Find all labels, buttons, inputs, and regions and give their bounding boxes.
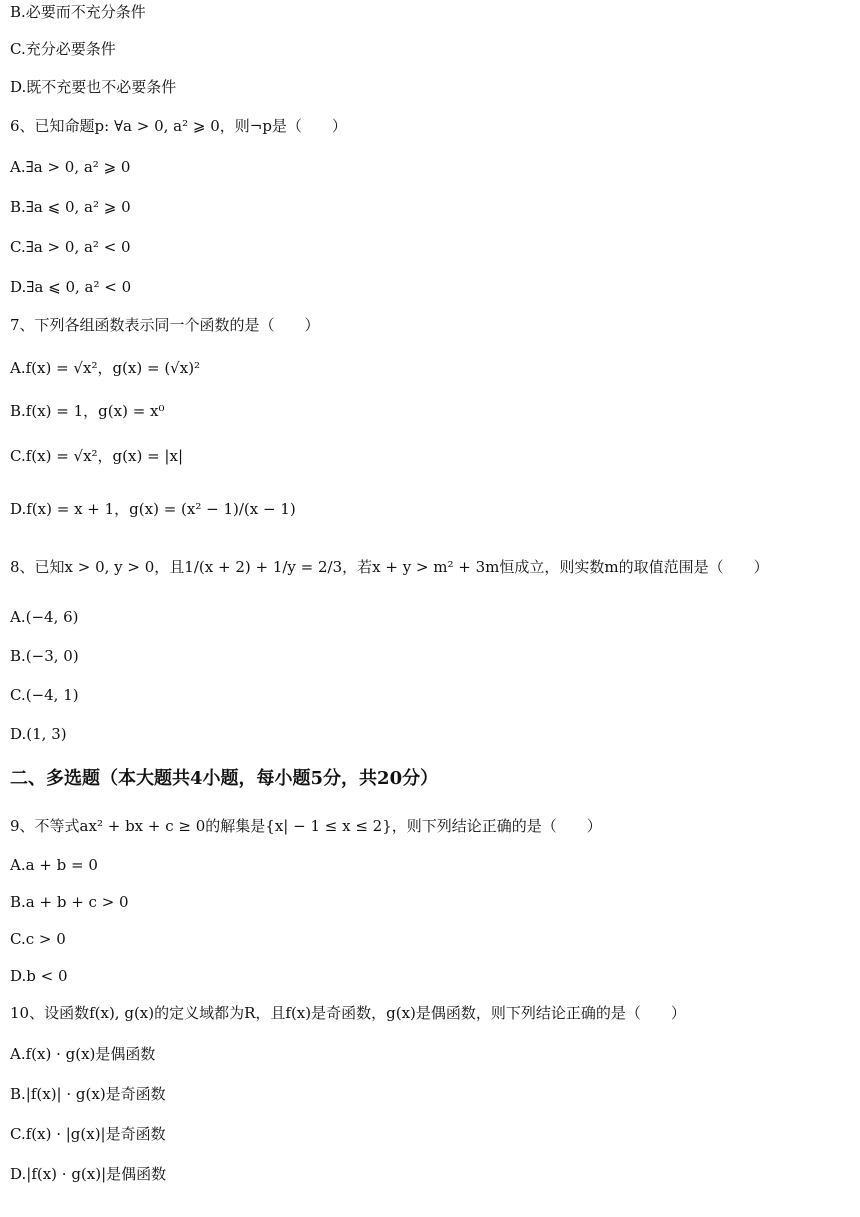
question-line-q7-a: A.f(x) = √x²，g(x) = (√x)² [10,359,201,377]
question-line-q8: 8、已知x > 0, y > 0，且1/(x + 2) + 1/y = 2/3，若x + y > m² + 3m恒成立，则实数m的取值范围是（ ） [10,558,769,576]
question-line-q9-a: A.a + b = 0 [10,856,98,874]
question-line-q8-d: D.(1, 3) [10,725,67,743]
question-line-q6-c: C.∃a > 0, a² < 0 [10,238,131,256]
question-line-q9-c: C.c > 0 [10,930,66,948]
question-line-q8-b: B.(−3, 0) [10,647,79,665]
question-line-q10-d: D.|f(x) · g(x)|是偶函数 [10,1165,167,1183]
question-line-q6-a: A.∃a > 0, a² ⩾ 0 [10,158,131,176]
question-line-q8-c: C.(−4, 1) [10,686,79,704]
question-line-q4-b: B.必要而不充分条件 [10,3,146,21]
question-line-q9-d: D.b < 0 [10,967,68,985]
question-line-q10: 10、设函数f(x), g(x)的定义域都为R，且f(x)是奇函数，g(x)是偶函数，则下列结论正确的是（ ） [10,1004,686,1022]
section-heading-multiple-choice: 二、多选题（本大题共4小题，每小题5分，共20分） [10,768,439,789]
question-line-q6-d: D.∃a ⩽ 0, a² < 0 [10,278,132,296]
question-line-q7: 7、下列各组函数表示同一个函数的是（ ） [10,316,320,334]
question-line-q7-d: D.f(x) = x + 1，g(x) = (x² − 1)/(x − 1) [10,500,296,518]
question-line-q6-b: B.∃a ⩽ 0, a² ⩾ 0 [10,198,131,216]
question-line-q6: 6、已知命题p: ∀a > 0, a² ⩾ 0，则¬p是（ ） [10,117,347,135]
question-line-q10-b: B.|f(x)| · g(x)是奇函数 [10,1085,166,1103]
question-line-q7-b: B.f(x) = 1，g(x) = x⁰ [10,402,165,420]
question-line-q9-b: B.a + b + c > 0 [10,893,129,911]
question-line-q9: 9、不等式ax² + bx + c ≥ 0的解集是{x| − 1 ≤ x ≤ 2}，则下列结论正确的是（ ） [10,817,602,835]
question-line-q4-d: D.既不充要也不必要条件 [10,78,177,96]
question-line-q10-a: A.f(x) · g(x)是偶函数 [10,1045,156,1063]
question-line-q7-c: C.f(x) = √x²，g(x) = |x| [10,447,183,465]
question-line-q4-c: C.充分必要条件 [10,40,116,58]
question-line-q10-c: C.f(x) · |g(x)|是奇函数 [10,1125,166,1143]
question-line-q8-a: A.(−4, 6) [10,608,79,626]
